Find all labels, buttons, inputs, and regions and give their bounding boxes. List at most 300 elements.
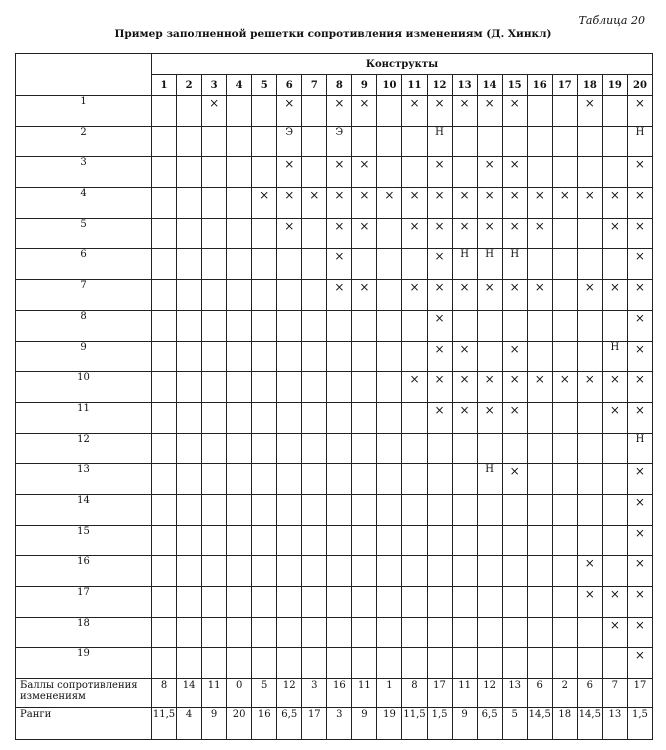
grid-cell: ×	[627, 341, 652, 372]
grid-cell	[327, 494, 352, 525]
row-label: 14	[16, 494, 152, 525]
grid-cell: ×	[427, 188, 452, 219]
grid-cell: Н	[477, 249, 502, 280]
column-header: 6	[277, 75, 302, 96]
grid-cell	[552, 280, 577, 311]
grid-cell	[177, 280, 202, 311]
grid-cell: ×	[352, 96, 377, 127]
grid-cell	[502, 494, 527, 525]
grid-cell	[577, 310, 602, 341]
table-row	[16, 556, 653, 587]
column-header: 17	[552, 75, 577, 96]
grid-cell	[577, 402, 602, 433]
table-row	[16, 587, 653, 618]
grid-cell	[552, 494, 577, 525]
grid-cell: Н	[627, 126, 652, 157]
grid-cell	[277, 494, 302, 525]
grid-cell: ×	[527, 218, 552, 249]
grid-cell	[552, 648, 577, 679]
grid-cell	[177, 372, 202, 403]
grid-cell	[427, 617, 452, 648]
grid-cell	[377, 310, 402, 341]
grid-cell	[277, 280, 302, 311]
score-label-line: Баллы сопротивления	[20, 680, 138, 692]
grid-cell: ×	[352, 218, 377, 249]
grid-cell	[327, 587, 352, 618]
grid-cell	[552, 556, 577, 587]
grid-cell: ×	[427, 280, 452, 311]
grid-cell: ×	[427, 402, 452, 433]
grid-cell	[202, 341, 227, 372]
grid-cell	[352, 341, 377, 372]
row-label: 4	[16, 188, 152, 219]
grid-cell	[177, 464, 202, 495]
grid-cell	[302, 494, 327, 525]
grid-cell	[602, 96, 627, 127]
grid-cell: ×	[502, 218, 527, 249]
grid-cell	[377, 433, 402, 464]
grid-cell	[502, 310, 527, 341]
score-cell: 1	[377, 679, 402, 708]
grid-cell: ×	[627, 280, 652, 311]
grid-cell: ×	[527, 280, 552, 311]
grid-cell	[152, 648, 177, 679]
grid-cell: ×	[427, 372, 452, 403]
grid-cell: ×	[427, 310, 452, 341]
table-row	[16, 525, 653, 556]
grid-cell	[577, 157, 602, 188]
grid-cell: ×	[327, 280, 352, 311]
table-row	[16, 341, 653, 372]
grid-cell: ×	[202, 96, 227, 127]
grid-cell: ×	[427, 218, 452, 249]
grid-cell	[552, 402, 577, 433]
grid-cell	[402, 157, 427, 188]
grid-cell	[452, 464, 477, 495]
grid-cell	[227, 648, 252, 679]
grid-cell	[302, 249, 327, 280]
grid-cell	[402, 402, 427, 433]
grid-cell: ×	[552, 188, 577, 219]
grid-cell: ×	[627, 464, 652, 495]
grid-cell	[552, 617, 577, 648]
rank-cell: 6,5	[277, 708, 302, 740]
grid-cell	[252, 525, 277, 556]
grid-cell	[377, 96, 402, 127]
grid-cell	[577, 249, 602, 280]
column-header: 2	[177, 75, 202, 96]
table-row	[16, 96, 653, 127]
row-label: 15	[16, 525, 152, 556]
grid-cell	[227, 587, 252, 618]
grid-cell	[502, 525, 527, 556]
grid-cell	[527, 648, 552, 679]
grid-cell	[577, 126, 602, 157]
grid-cell	[202, 617, 227, 648]
grid-cell	[402, 525, 427, 556]
grid-cell: ×	[402, 372, 427, 403]
grid-cell: ×	[627, 617, 652, 648]
grid-cell: ×	[577, 96, 602, 127]
score-cell: 3	[302, 679, 327, 708]
grid-cell	[302, 556, 327, 587]
rank-cell: 11,5	[402, 708, 427, 740]
grid-cell	[177, 402, 202, 433]
table-number: Таблица 20	[578, 14, 645, 27]
grid-cell	[552, 310, 577, 341]
grid-cell	[152, 126, 177, 157]
grid-cell: ×	[402, 96, 427, 127]
grid-cell: ×	[502, 464, 527, 495]
rank-cell: 1,5	[427, 708, 452, 740]
rank-cell: 13	[602, 708, 627, 740]
grid-cell	[377, 556, 402, 587]
row-label: 17	[16, 587, 152, 618]
grid-cell: ×	[352, 157, 377, 188]
grid-cell	[577, 617, 602, 648]
grid-cell	[227, 556, 252, 587]
grid-cell	[527, 310, 552, 341]
table-row	[16, 310, 653, 341]
grid-cell	[227, 249, 252, 280]
grid-cell	[377, 341, 402, 372]
grid-cell	[152, 218, 177, 249]
grid-cell: ×	[602, 587, 627, 618]
column-header: 4	[227, 75, 252, 96]
grid-cell	[427, 648, 452, 679]
grid-cell	[277, 402, 302, 433]
grid-cell	[402, 494, 427, 525]
grid-cell	[577, 525, 602, 556]
score-cell: 12	[277, 679, 302, 708]
grid-cell	[177, 494, 202, 525]
rank-row	[16, 708, 653, 740]
grid-cell: ×	[327, 218, 352, 249]
grid-cell: ×	[277, 96, 302, 127]
score-row	[16, 679, 653, 708]
grid-cell	[177, 556, 202, 587]
rank-cell: 1,5	[627, 708, 652, 740]
grid-cell	[527, 556, 552, 587]
grid-cell	[527, 587, 552, 618]
grid-cell: ×	[627, 402, 652, 433]
row-label: 10	[16, 372, 152, 403]
score-cell: 8	[402, 679, 427, 708]
grid-cell: ×	[502, 188, 527, 219]
grid-cell	[252, 280, 277, 311]
grid-cell	[302, 464, 327, 495]
grid-cell	[152, 464, 177, 495]
grid-cell	[152, 433, 177, 464]
score-cell: 16	[327, 679, 352, 708]
grid-cell	[377, 157, 402, 188]
score-row-label	[16, 679, 152, 708]
grid-cell	[152, 617, 177, 648]
grid-cell: Н	[477, 464, 502, 495]
grid-cell	[352, 433, 377, 464]
grid-cell	[577, 464, 602, 495]
grid-cell	[202, 188, 227, 219]
grid-cell	[252, 310, 277, 341]
column-header: 8	[327, 75, 352, 96]
grid-cell: ×	[477, 402, 502, 433]
grid-cell	[552, 249, 577, 280]
grid-cell	[527, 617, 552, 648]
grid-cell	[202, 402, 227, 433]
score-cell: 2	[552, 679, 577, 708]
grid-cell	[152, 372, 177, 403]
column-header: 12	[427, 75, 452, 96]
grid-cell	[252, 157, 277, 188]
grid-cell	[177, 218, 202, 249]
grid-cell	[152, 587, 177, 618]
grid-cell	[402, 341, 427, 372]
grid-cell	[352, 126, 377, 157]
grid-cell	[552, 464, 577, 495]
grid-cell	[377, 249, 402, 280]
grid-cell	[527, 433, 552, 464]
grid-cell: ×	[627, 587, 652, 618]
grid-cell	[452, 494, 477, 525]
grid-cell	[377, 372, 402, 403]
table-row	[16, 648, 653, 679]
grid-cell	[202, 587, 227, 618]
grid-cell	[552, 341, 577, 372]
grid-cell	[402, 587, 427, 618]
grid-cell: ×	[502, 402, 527, 433]
grid-cell	[452, 556, 477, 587]
grid-cell: ×	[377, 188, 402, 219]
repertory-grid-table	[15, 53, 653, 740]
grid-cell	[577, 648, 602, 679]
grid-cell	[177, 617, 202, 648]
column-header: 5	[252, 75, 277, 96]
grid-cell	[427, 494, 452, 525]
row-label: 6	[16, 249, 152, 280]
grid-cell	[427, 464, 452, 495]
rank-cell: 5	[502, 708, 527, 740]
column-header: 15	[502, 75, 527, 96]
grid-cell	[202, 648, 227, 679]
grid-cell: Н	[452, 249, 477, 280]
grid-cell	[227, 96, 252, 127]
rank-cell: 4	[177, 708, 202, 740]
grid-cell: ×	[452, 218, 477, 249]
grid-cell	[177, 525, 202, 556]
rank-cell: 20	[227, 708, 252, 740]
rank-cell: 16	[252, 708, 277, 740]
grid-cell	[352, 402, 377, 433]
grid-cell	[302, 96, 327, 127]
grid-cell: Н	[602, 341, 627, 372]
grid-cell: ×	[352, 188, 377, 219]
score-label-line: изменениям	[20, 691, 86, 703]
grid-cell	[302, 525, 327, 556]
grid-cell	[302, 126, 327, 157]
rank-cell: 17	[302, 708, 327, 740]
grid-cell	[552, 96, 577, 127]
score-cell: 13	[502, 679, 527, 708]
grid-cell	[152, 525, 177, 556]
grid-cell: ×	[577, 556, 602, 587]
grid-cell	[327, 310, 352, 341]
grid-cell: Э	[277, 126, 302, 157]
grid-cell: ×	[602, 617, 627, 648]
grid-cell: ×	[627, 525, 652, 556]
grid-cell	[202, 556, 227, 587]
grid-cell: ×	[477, 188, 502, 219]
grid-cell	[152, 556, 177, 587]
score-cell: 11	[452, 679, 477, 708]
grid-cell	[452, 617, 477, 648]
grid-cell	[202, 464, 227, 495]
grid-cell	[452, 157, 477, 188]
grid-cell	[352, 525, 377, 556]
grid-cell	[477, 525, 502, 556]
grid-cell: ×	[327, 249, 352, 280]
column-header: 18	[577, 75, 602, 96]
grid-cell: ×	[577, 280, 602, 311]
grid-cell	[352, 310, 377, 341]
score-cell: 17	[627, 679, 652, 708]
grid-cell	[352, 464, 377, 495]
grid-cell: ×	[602, 188, 627, 219]
grid-cell: ×	[452, 96, 477, 127]
grid-cell	[552, 525, 577, 556]
grid-cell	[302, 587, 327, 618]
grid-cell	[527, 464, 552, 495]
grid-cell	[252, 556, 277, 587]
column-header: 20	[627, 75, 652, 96]
grid-cell	[277, 372, 302, 403]
row-label: 9	[16, 341, 152, 372]
grid-cell	[427, 587, 452, 618]
grid-cell: ×	[477, 218, 502, 249]
grid-cell	[177, 341, 202, 372]
grid-cell	[602, 648, 627, 679]
rank-cell: 9	[352, 708, 377, 740]
grid-cell	[527, 126, 552, 157]
column-header: 11	[402, 75, 427, 96]
grid-cell	[277, 249, 302, 280]
grid-cell	[352, 648, 377, 679]
grid-cell	[327, 556, 352, 587]
grid-cell	[227, 126, 252, 157]
grid-cell: ×	[402, 218, 427, 249]
grid-cell	[177, 587, 202, 618]
grid-cell	[227, 494, 252, 525]
grid-cell: ×	[352, 280, 377, 311]
grid-cell	[452, 126, 477, 157]
rank-row-label: Ранги	[16, 708, 152, 740]
grid-cell	[477, 617, 502, 648]
grid-cell	[552, 587, 577, 618]
grid-cell: ×	[527, 372, 552, 403]
grid-cell	[377, 525, 402, 556]
column-header: 13	[452, 75, 477, 96]
grid-cell	[177, 310, 202, 341]
grid-cell	[327, 341, 352, 372]
score-cell: 11	[352, 679, 377, 708]
grid-cell	[302, 433, 327, 464]
grid-cell	[477, 310, 502, 341]
grid-cell: ×	[427, 157, 452, 188]
row-label: 7	[16, 280, 152, 311]
grid-cell	[552, 433, 577, 464]
grid-cell	[202, 157, 227, 188]
row-label: 19	[16, 648, 152, 679]
grid-cell	[402, 249, 427, 280]
grid-cell: ×	[577, 587, 602, 618]
grid-cell: ×	[502, 157, 527, 188]
grid-cell	[377, 617, 402, 648]
grid-cell	[527, 341, 552, 372]
grid-cell	[252, 402, 277, 433]
score-cell: 14	[177, 679, 202, 708]
grid-cell	[377, 494, 402, 525]
grid-cell	[602, 126, 627, 157]
grid-cell	[477, 433, 502, 464]
grid-cell	[352, 556, 377, 587]
grid-cell	[277, 587, 302, 618]
score-cell: 6	[527, 679, 552, 708]
grid-cell	[452, 587, 477, 618]
grid-cell: ×	[427, 249, 452, 280]
row-label: 16	[16, 556, 152, 587]
grid-cell: ×	[502, 96, 527, 127]
grid-cell	[477, 556, 502, 587]
grid-cell	[152, 402, 177, 433]
grid-cell	[277, 433, 302, 464]
grid-cell	[202, 494, 227, 525]
score-cell: 17	[427, 679, 452, 708]
score-cell: 6	[577, 679, 602, 708]
grid-cell	[152, 96, 177, 127]
rank-cell: 3	[327, 708, 352, 740]
grid-cell	[277, 617, 302, 648]
grid-cell	[402, 126, 427, 157]
corner-cell	[16, 54, 152, 96]
grid-cell: ×	[327, 188, 352, 219]
grid-cell	[177, 188, 202, 219]
grid-cell	[477, 126, 502, 157]
grid-cell	[252, 648, 277, 679]
grid-cell	[527, 96, 552, 127]
grid-cell	[227, 464, 252, 495]
grid-cell	[277, 341, 302, 372]
row-label: 3	[16, 157, 152, 188]
grid-cell	[202, 433, 227, 464]
rank-cell: 14,5	[527, 708, 552, 740]
grid-cell	[602, 249, 627, 280]
grid-cell: ×	[602, 372, 627, 403]
row-label: 8	[16, 310, 152, 341]
grid-cell	[227, 218, 252, 249]
grid-cell	[227, 525, 252, 556]
grid-cell	[302, 280, 327, 311]
column-header: 1	[152, 75, 177, 96]
table-row	[16, 249, 653, 280]
grid-cell	[527, 249, 552, 280]
grid-cell: ×	[627, 249, 652, 280]
row-label: 1	[16, 96, 152, 127]
grid-cell: Н	[627, 433, 652, 464]
grid-cell	[252, 96, 277, 127]
grid-cell: ×	[502, 341, 527, 372]
grid-cell	[602, 464, 627, 495]
grid-cell: ×	[427, 341, 452, 372]
grid-cell	[252, 494, 277, 525]
